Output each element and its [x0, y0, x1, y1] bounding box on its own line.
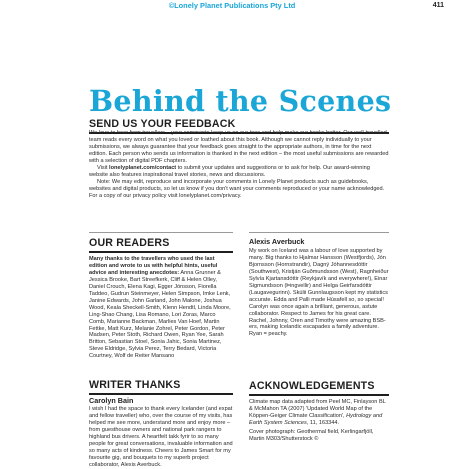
readers-names: Anna Grunner & Jessica Brooke, Bart Streefkerk, Cliff & Helen Olley, Daniel Crouch, Elena Kagi, Egger Jónsson, Fiorella Taddeo, Gudrun Steinmeyer, Helen Simpson, Imke Lenk, Janine Edwards, John Garland, John Malone, Joshua Wood, Keala Sheckell-Smith, Klenn Hendtl, Linda Moore, Ling-Shao Chang, Lisa Romano, Lori Zoras, Marco Comb, Marianne Backman, Marlies Van Hoef, Martin Fettke, Matt Kurz, Melanie Zohrel, Peter Gordon, Peter Madsen, Peter Stoth, Richard Owen, Ryan Yee, Sarah Britton, Sebastian Stoel, Sonia Jahic, Sonia Martinez, Steve Eldridge, Sylvia Perez, Terry Bedard, Victoria Courtney, Wolf de Reiter Mansano	[89, 269, 231, 360]
writer-thanks-heading-rule	[89, 393, 233, 395]
feedback-paragraph-1: We love to hear from travellers – your comments keep us on our toes and help make our books better. Our well-travelled team reads every word on what you loved or loathed about this book. Although we cannot reply individually to your submissions, we always guarantee that your feedback goes straight to the appropriate authors, in time for the next edition. Each person who sends us information is thanked in the next edition – the most useful submissions are rewarded with a selection of digital PDF chapters.	[89, 130, 389, 164]
alexis-section	[249, 232, 389, 338]
readers-body	[89, 256, 233, 360]
readers-heading-rule	[89, 251, 233, 253]
climate-credit-a: Climate map data adapted from Peel MC, Finlayson BL & McMahon TA (2007) 'Updated World Map of the Köppen-Geiger Climate Classification',	[249, 399, 386, 419]
acknowledgements-heading: ACKNOWLEDGEMENTS	[249, 380, 375, 392]
acknowledgements-text	[249, 399, 389, 443]
contact-link[interactable]: lonelyplanet.com/contact	[109, 164, 177, 171]
feedback-paragraph-2: Visit lonelyplanet.com/contact to submit your updates and suggestions or to ask for help. Our award-winning website also features inspirational travel stories, news and discussions.	[89, 164, 370, 178]
carolyn-thanks-text: I wish I had the space to thank every Icelander (and expat and fellow traveller) who, over the course of my visits, has helped me see more, understand more and enjoy more – from guesthouse owners and national park rangers to highland bus drivers. A heartfelt takk fyrir to so many people for great conversations, invaluable information and so many acts of kindness. Cheers to James Smart for my favourite gig, and bouquets to my superb project collaborator, Alexis Averbuck.	[89, 406, 233, 468]
feedback-paragraph-3: Note: We may edit, reproduce and incorporate your comments in Lonely Planet products such as guidebooks, websites and digital products, so let us know if you don't want your comments reproduced or your name acknowledged. For a copy of our privacy policy visit lonelyplanet.com/privacy.	[89, 178, 385, 199]
readers-intro: Many thanks to the travellers who used the last edition and wrote to us with helpful hints, useful advice and interesting anecdotes:	[89, 256, 218, 276]
climate-credit	[249, 399, 389, 427]
feedback-body	[89, 130, 389, 200]
copyright-notice: ©Lonely Planet Publications Pty Ltd	[168, 1, 296, 10]
feedback-heading: SEND US YOUR FEEDBACK	[89, 118, 236, 130]
page-number: 411	[432, 2, 444, 9]
alexis-thanks-text: My work on Iceland was a labour of love supported by many. Big thanks to Hjalmar Hansson (Westfjords), Jón Bjornsson (Hornstrandir), Dagný Jóhannesdóttir (Southwest), Kristján Guðmundsson (West), Ragnheiður Sylvía Kjartansdóttir (Reykjavík and everywhere!), Einar Sigmundsson (Þingvellir) and Helga Geirfarsdóttir (Laugavegurinn). Skúlii Gunnlaugsson kept my statistics accurate. Edda and Palli made Húsafell so, so special! Carolyn was once again a brilliant, generous, astute collaborator. Respect to James for his great care. Rachel, Johnny, Oren and Timothy were amazing BSB-ers, making Icelandic escapades a family adventure. Ryan = peachy.	[249, 248, 389, 338]
acknowledgements-heading-rule	[249, 394, 389, 396]
climate-credit-journal: Hydrology and Earth System Sciences	[249, 412, 383, 426]
author-name-alexis: Alexis Averbuck	[249, 237, 305, 246]
author-name-carolyn: Carolyn Bain	[89, 396, 134, 405]
climate-credit-b: , 11, 163344.	[306, 419, 340, 426]
writer-thanks-heading: WRITER THANKS	[89, 379, 181, 391]
page-header	[0, 0, 464, 14]
acknowledgements-section	[249, 380, 389, 443]
alexis-top-rule	[249, 232, 389, 233]
writer-thanks-section	[89, 379, 233, 469]
readers-section	[89, 232, 233, 360]
readers-heading: OUR READERS	[89, 237, 170, 249]
cover-credit: Cover photograph: Geothermal field, Kerlingarfjöll, Martin M303/Shutterstock ©	[249, 428, 374, 442]
page-title: Behind the Scenes	[89, 84, 392, 118]
readers-top-rule	[89, 232, 233, 233]
